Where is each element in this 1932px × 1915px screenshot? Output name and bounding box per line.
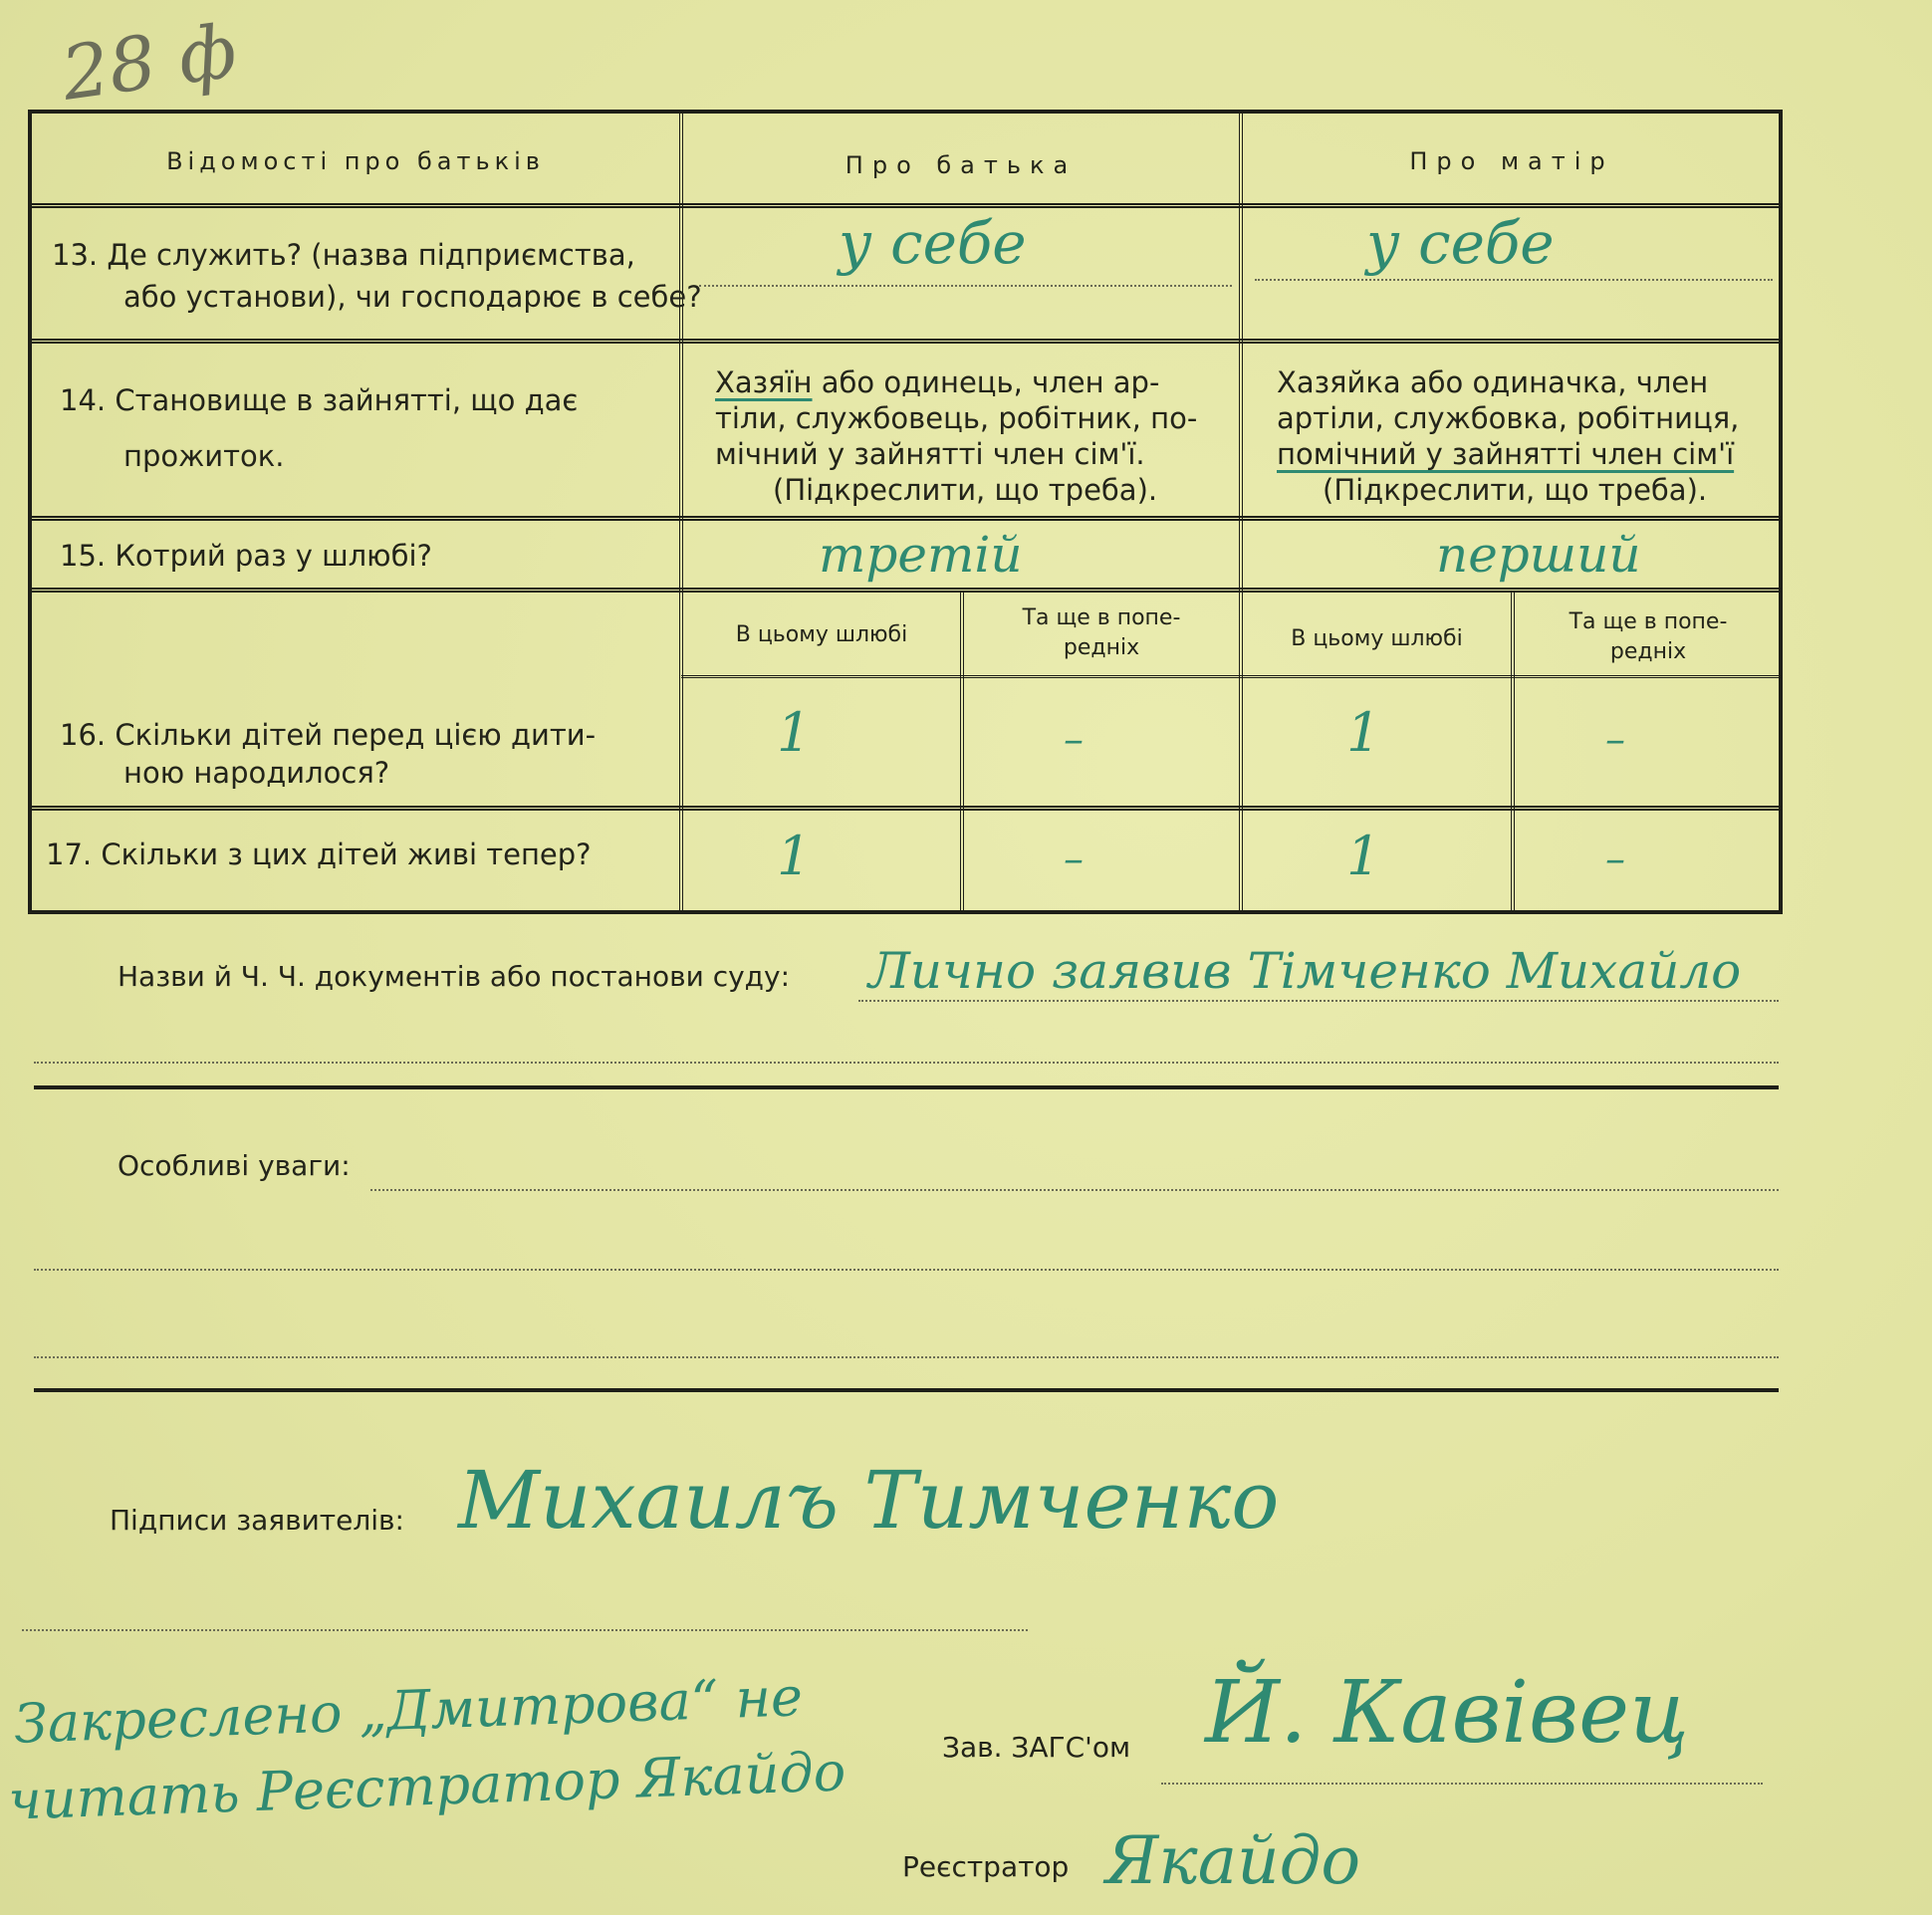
row-divider [32, 516, 1779, 521]
row14-father-selected: Хазяїн [715, 365, 813, 399]
documents-line [858, 1000, 1779, 1002]
row17-father-previous: – [1064, 837, 1084, 882]
row14-mother-options: Хазяйка або одиначка, член артіли, службовка, робітниця, помічний у зайнятті член сім'ї (Підкреслити, що треба). [1277, 365, 1740, 507]
row14-label-line1: 14. Становище в зайнятті, що дає [60, 383, 579, 417]
row-divider [32, 339, 1779, 344]
subheader-father-previous: Та ще в попе- редніх [1022, 605, 1181, 660]
row15-father-value: третій [819, 526, 1023, 584]
row16-mother-previous: – [1605, 717, 1625, 763]
row13-label-line2: або установи), чи господарює в себе? [123, 280, 702, 314]
correction-note-line2: читать Реєстратор Якайдо [7, 1740, 847, 1832]
zags-signature: Й. Кавівец [1205, 1663, 1690, 1763]
row14-label-line2: прожиток. [123, 439, 285, 473]
correction-note-line1: Закреслено „Дмитрова“ не [13, 1665, 804, 1756]
row15-mother-value: перший [1436, 526, 1641, 584]
row17-label: 17. Скільки з цих дітей живі тепер? [46, 838, 592, 871]
signatures-line [22, 1629, 1028, 1631]
row13-mother-line [1255, 279, 1773, 281]
row15-label: 15. Котрий раз у шлюбі? [60, 539, 432, 573]
registrar-signature: Якайдо [1105, 1822, 1361, 1899]
notes-line-2 [34, 1269, 1779, 1271]
row13-father-value: у себе [839, 209, 1027, 277]
subheader-mother-previous: Та ще в попе- редніх [1569, 609, 1728, 664]
subheader-father-this: В цьому шлюбі [735, 622, 908, 647]
zags-label: Зав. ЗАГС'ом [942, 1731, 1131, 1764]
row-divider [32, 203, 1779, 208]
page-number: 28 ф [56, 8, 242, 118]
documents-line-2 [34, 1062, 1779, 1064]
section-divider [34, 1085, 1779, 1089]
row-divider [681, 675, 1779, 678]
row17-mother-this: 1 [1346, 825, 1381, 887]
row14-mother-selected: помічний у зайнятті член сім'ї [1277, 437, 1735, 471]
row16-label-line1: 16. Скільки дітей перед цією дити- [60, 718, 597, 752]
documents-value: Лично заявив Тімченко Михайло [868, 942, 1742, 1000]
signatures-label: Підписи заявителів: [110, 1504, 404, 1537]
row16-mother-this: 1 [1346, 701, 1381, 764]
notes-line [370, 1189, 1779, 1191]
header-mother: Про матір [1409, 147, 1614, 175]
subheader-mother-this: В цьому шлюбі [1291, 626, 1463, 651]
applicant-signature: Михаилъ Тимченко [458, 1454, 1280, 1547]
row-divider [32, 588, 1779, 593]
column-divider [679, 114, 683, 910]
header-father: Про батька [845, 151, 1078, 179]
notes-label: Особливі уваги: [118, 1149, 351, 1182]
row16-label-line2: ною народилося? [123, 756, 390, 790]
row-divider [32, 806, 1779, 811]
parents-info-table [28, 110, 1783, 914]
section-divider [34, 1388, 1779, 1392]
row16-father-this: 1 [777, 701, 812, 764]
header-parents-info: Відомості про батьків [166, 147, 545, 175]
registrar-label: Реєстратор [902, 1850, 1070, 1883]
row13-mother-value: у себе [1366, 209, 1555, 277]
documents-label: Назви й Ч. Ч. документів або постанови суду: [118, 960, 791, 993]
notes-line-3 [34, 1356, 1779, 1358]
row17-father-this: 1 [777, 825, 812, 887]
row13-father-line [699, 285, 1232, 287]
column-divider [1239, 114, 1243, 910]
row17-mother-previous: – [1605, 837, 1625, 882]
row13-label-line1: 13. Де служить? (назва підприємства, [52, 238, 635, 272]
zags-line [1161, 1783, 1763, 1785]
row14-father-options: Хазяїн або одинець, член ар- тіли, службовець, робітник, по- мічний у зайнятті член сім'ї. (Підкреслити, що треба). [715, 365, 1198, 507]
row16-father-previous: – [1064, 717, 1084, 763]
